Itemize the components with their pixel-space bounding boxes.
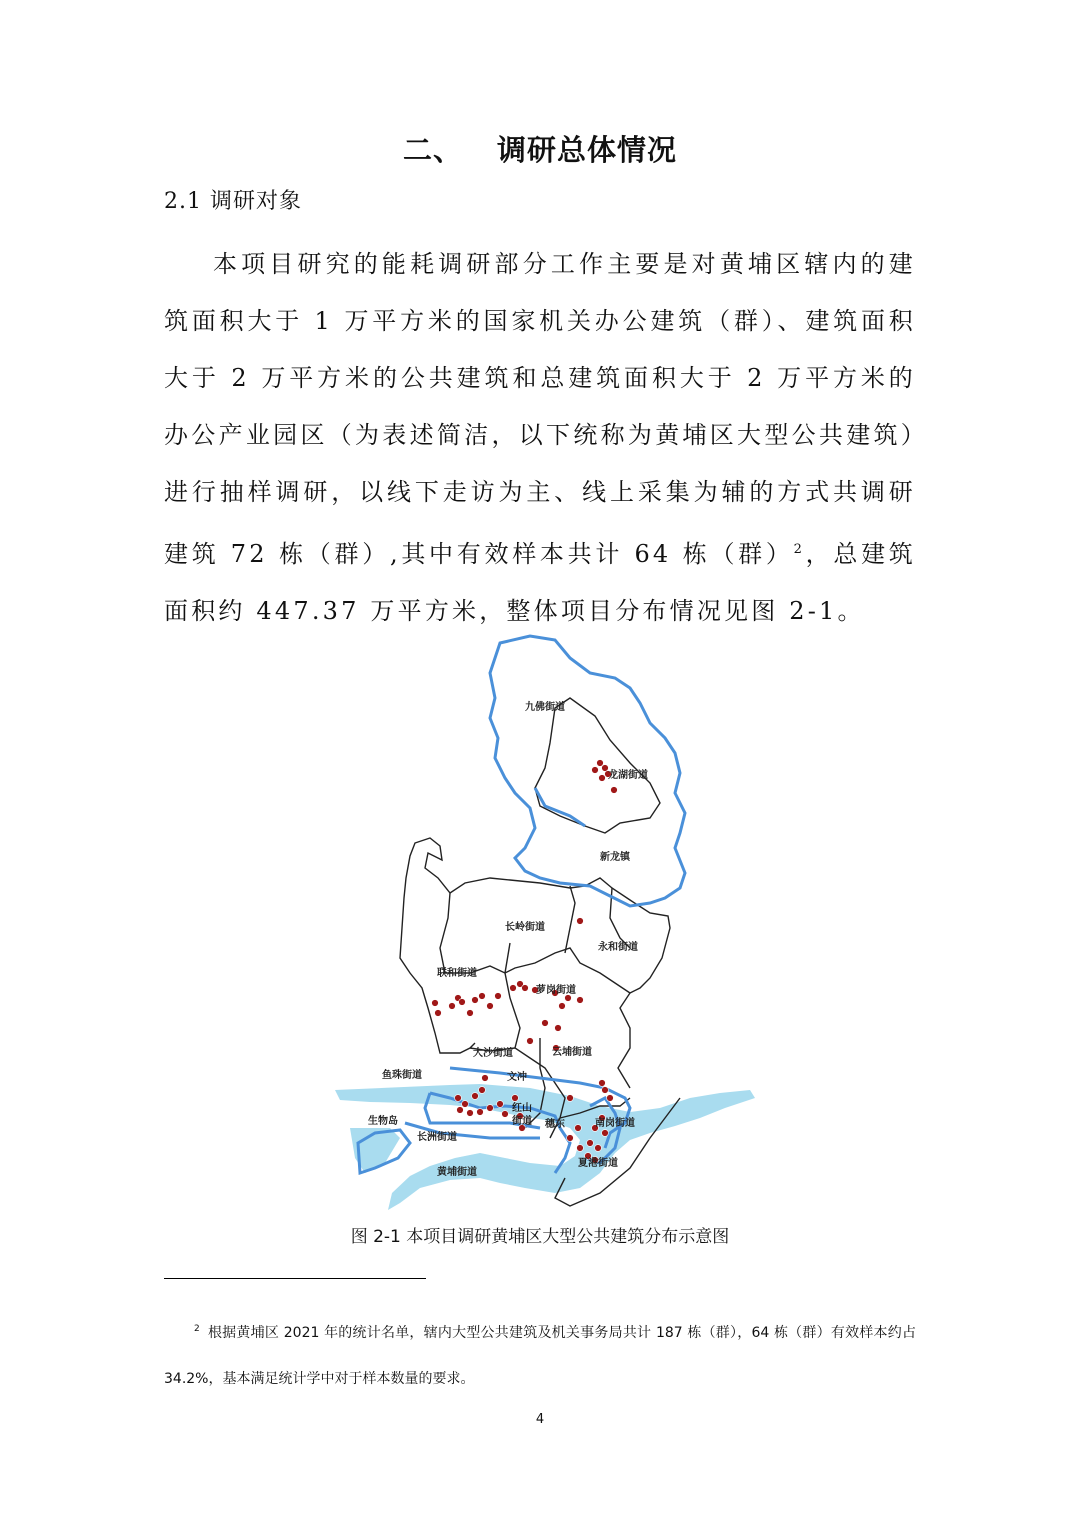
building-marker (592, 767, 599, 774)
page-number: 4 (535, 1412, 545, 1427)
building-marker (487, 1003, 494, 1010)
paragraph-text-2: ，总建筑面积约 447.37 万平方米，整体项目分布情况见图 2-1。 (164, 540, 916, 625)
district-label: 永和街道 (598, 942, 638, 953)
river (335, 1084, 755, 1210)
figure-caption: 图 2-1 本项目调研黄埔区大型公共建筑分布示意图 (350, 1227, 730, 1247)
district-label: 龙湖街道 (608, 770, 648, 781)
section-number: 二、 (402, 133, 463, 167)
footnote (164, 1310, 916, 1402)
district-label: 云埔街道 (552, 1047, 592, 1058)
building-marker (502, 1111, 509, 1118)
district-label: 生物岛 (368, 1116, 398, 1127)
building-marker (495, 993, 502, 1000)
building-marker (542, 1020, 549, 1027)
district-label: 新龙镇 (600, 852, 630, 863)
footnote-rule (164, 1278, 426, 1279)
paragraph-text-1: 本项目研究的能耗调研部分工作主要是对黄埔区辖内的建筑面积大于 1 万平方米的国家机关办公建筑（群）、建筑面积大于 2 万平方米的公共建筑和总建筑面积大于 2 万平方米的办公产业园区（为表述简洁，以下统称为黄埔区大型公共建筑）进行抽样调研，以线下走访为主、线上采集为辅的方式共调研建筑 72 栋（群）,其中有效样本共计 64 栋（群） (164, 250, 916, 568)
district-label: 街道 (512, 1116, 532, 1127)
building-marker (455, 1095, 462, 1102)
district-label: 联和街道 (437, 968, 477, 979)
building-marker (555, 1025, 562, 1032)
district-label: 穗东 (545, 1119, 565, 1130)
building-marker (611, 787, 618, 794)
district-label: 黄埔街道 (437, 1167, 477, 1178)
building-marker (599, 775, 606, 782)
footnote-reference[interactable]: 2 (793, 542, 806, 557)
building-marker (477, 1109, 484, 1116)
district-label: 南岗街道 (595, 1118, 635, 1129)
district-label: 夏港街道 (578, 1158, 618, 1169)
building-marker (472, 997, 479, 1004)
district-label: 九佛街道 (525, 702, 565, 713)
building-marker (527, 1038, 534, 1045)
building-marker (482, 1075, 489, 1082)
building-marker (467, 1010, 474, 1017)
building-marker (522, 985, 529, 992)
building-marker (432, 1000, 439, 1007)
building-marker (435, 1010, 442, 1017)
building-marker (577, 1145, 584, 1152)
building-marker (479, 1087, 486, 1094)
building-marker (595, 1145, 602, 1152)
building-marker (577, 918, 584, 925)
district-label: 长洲街道 (417, 1132, 457, 1143)
building-marker (497, 1101, 504, 1108)
building-marker (559, 1003, 566, 1010)
building-marker (599, 1080, 606, 1087)
district-label: 大沙街道 (473, 1048, 513, 1059)
building-marker (587, 1140, 594, 1147)
district-label: 鱼珠街道 (382, 1070, 422, 1081)
building-marker (459, 999, 466, 1006)
building-marker (577, 997, 584, 1004)
building-marker (567, 1135, 574, 1142)
building-marker (567, 1095, 574, 1102)
building-marker (512, 1095, 519, 1102)
building-marker (479, 993, 486, 1000)
district-label: 红山 (512, 1103, 532, 1114)
district-label: 文冲 (507, 1072, 527, 1083)
building-marker (487, 1105, 494, 1112)
footnote-text: 根据黄埔区 2021 年的统计名单，辖内大型公共建筑及机关事务局共计 187 栋（群），64 栋（群）有效样本约占 34.2%，基本满足统计学中对于样本数量的要求。 (164, 1325, 916, 1387)
building-marker (607, 1095, 614, 1102)
building-marker (472, 1093, 479, 1100)
district-label: 长岭街道 (505, 922, 545, 933)
section-title: 调研总体情况 (497, 133, 678, 167)
building-marker (462, 1101, 469, 1108)
building-marker (457, 1107, 464, 1114)
building-marker (575, 1125, 582, 1132)
district-map (330, 628, 760, 1218)
building-marker (467, 1110, 474, 1117)
building-marker (602, 1130, 609, 1137)
subsection-title: 2.1 调研对象 (164, 189, 302, 214)
building-marker (510, 985, 517, 992)
body-paragraph (164, 236, 916, 640)
section-heading (0, 128, 1080, 169)
footnote-marker: 2 (194, 1324, 200, 1334)
building-marker (449, 1003, 456, 1010)
building-marker (602, 1087, 609, 1094)
district-label: 萝岗街道 (536, 985, 576, 996)
building-marker (597, 760, 604, 767)
